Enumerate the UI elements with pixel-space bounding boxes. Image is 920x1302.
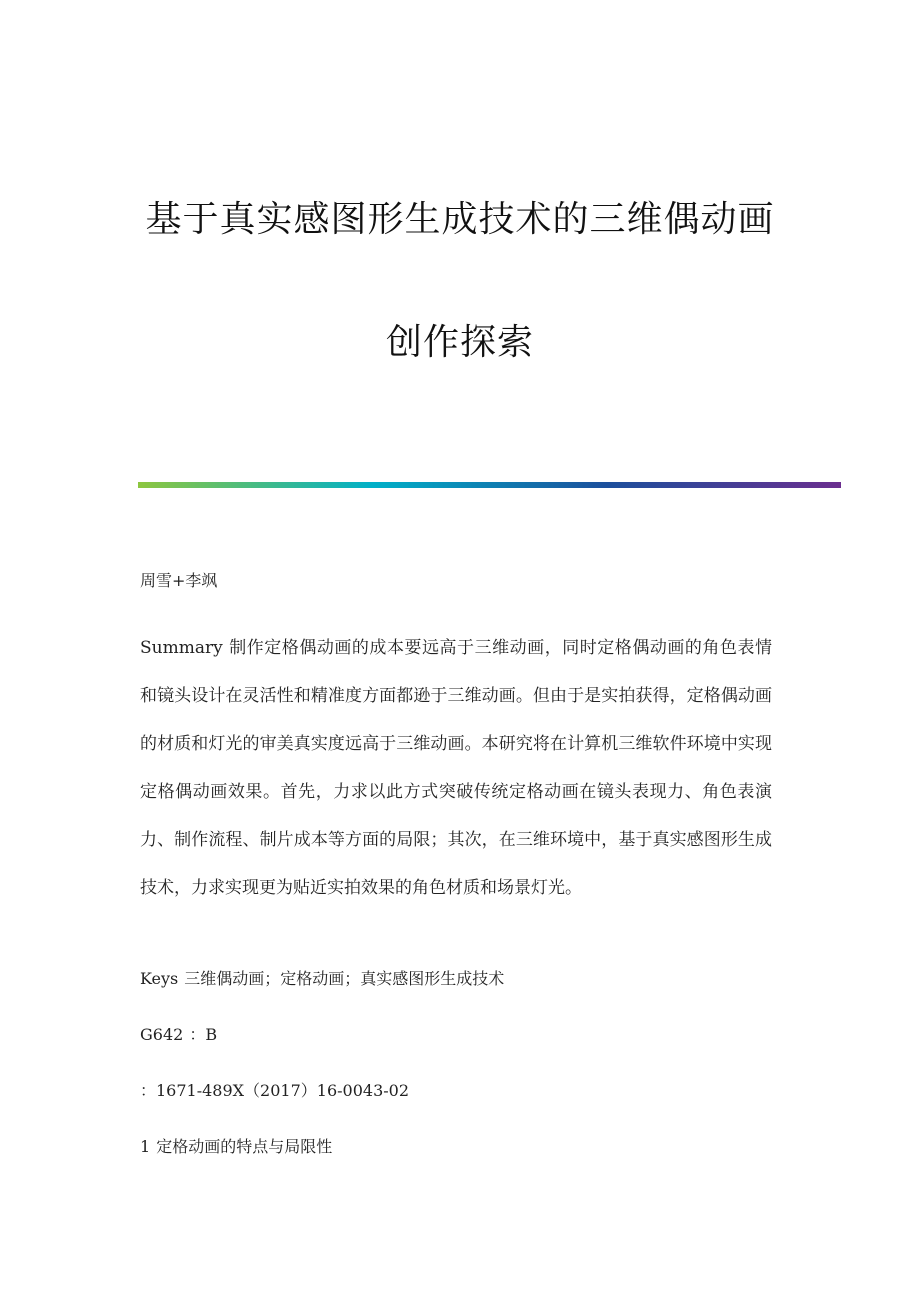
document-title-line-2: 创作探索 <box>385 322 534 363</box>
keywords-text: 三维偶动画；定格动画；真实感图形生成技术 <box>184 969 505 988</box>
section-heading <box>140 1136 332 1158</box>
classification-code <box>140 1024 217 1046</box>
summary-text: 制作定格偶动画的成本要远高于三维动画，同时定格偶动画的角色表情和镜头设计在灵活性和精准度方面都逊于三维动画。但由于是实拍获得，定格偶动画的材质和灯光的审美真实度远高于三维动画。本研究将在计算机三维软件环境中实现定格偶动画效果。首先，力求以此方式突破传统定格动画在镜头表现力、角色表演力、制作流程、制片成本等方面的局限；其次，在三维环境中，基于真实感图形生成技术，力求实现更为贴近实拍效果的角色材质和场景灯光。 <box>140 638 772 898</box>
section-title: 定格动画的特点与局限性 <box>156 1137 333 1156</box>
keywords-label: Keys <box>140 969 179 988</box>
summary-label: Summary <box>140 638 223 658</box>
document-title-line-1: 基于真实感图形生成技术的三维偶动画 <box>145 199 775 240</box>
issn-line: ：1671-489X（2017）16-0043-02 <box>140 1081 410 1100</box>
section-number: 1 <box>140 1137 151 1156</box>
clc-number: G642 <box>140 1025 184 1044</box>
authors: 周雪+李飒 <box>140 571 218 590</box>
document-code: ：B <box>189 1025 218 1044</box>
title-divider <box>138 482 841 488</box>
summary-paragraph <box>140 624 772 912</box>
keywords <box>140 968 504 990</box>
